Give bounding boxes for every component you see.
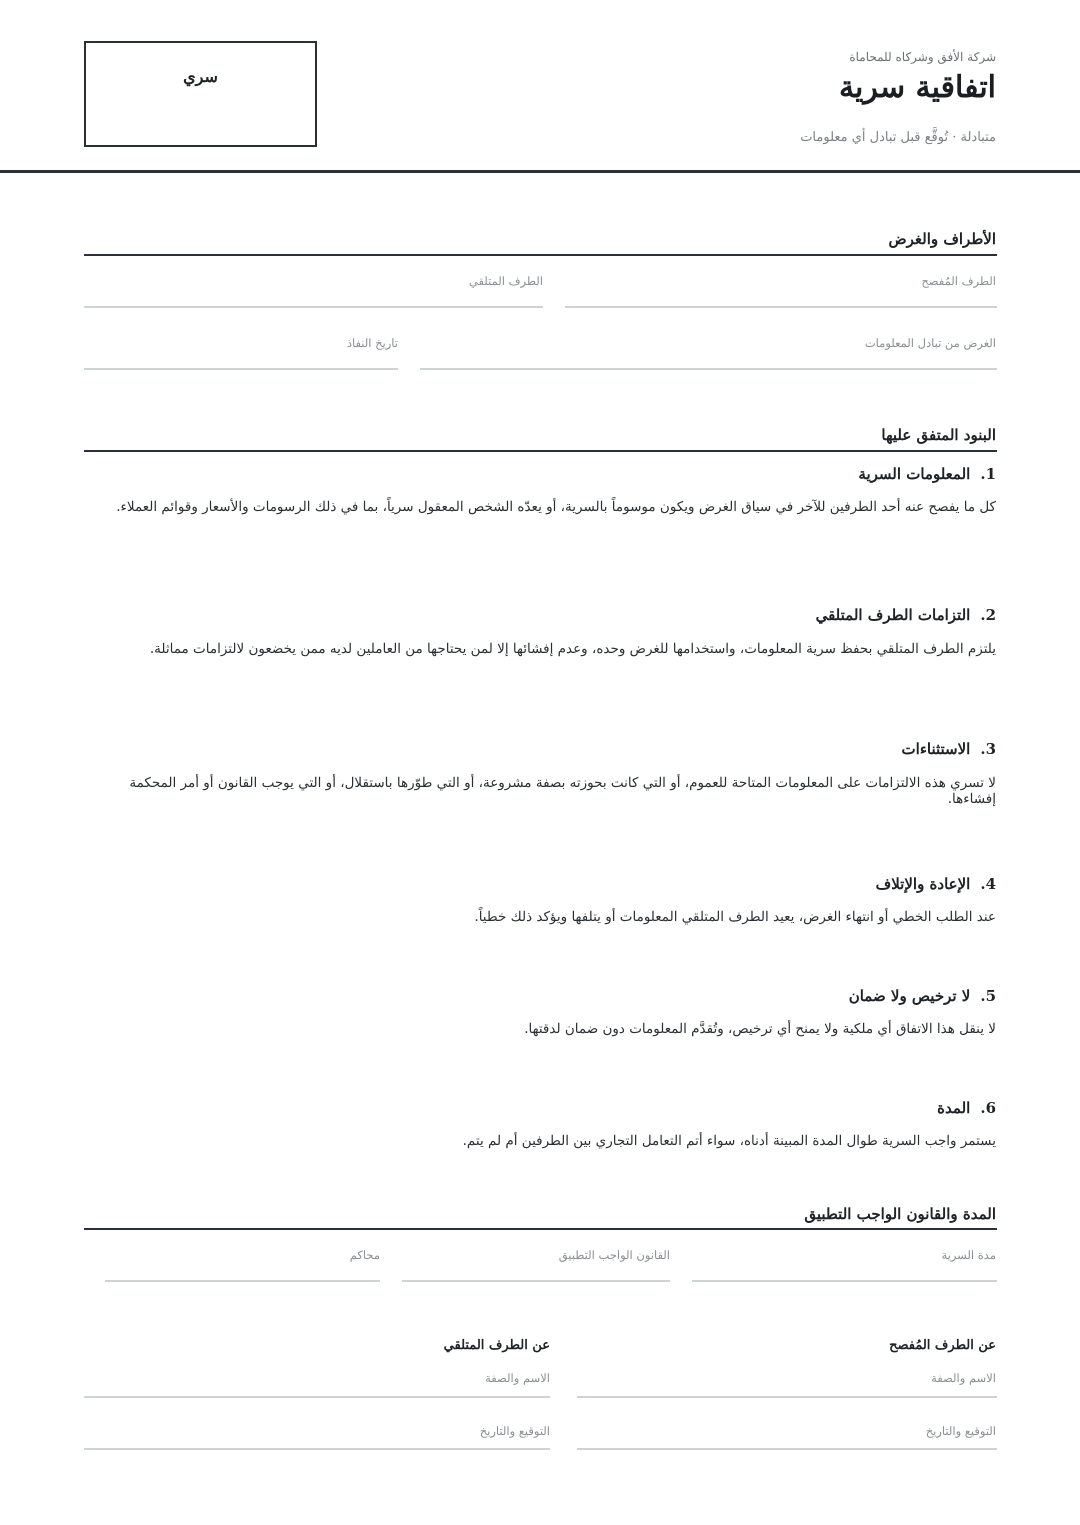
courts-field[interactable] bbox=[105, 1280, 380, 1282]
disclosing-sign-label: التوقيع والتاريخ bbox=[925, 1424, 996, 1438]
clause-6-number: 6. bbox=[980, 1099, 996, 1117]
header-divider bbox=[0, 170, 1080, 173]
receiving-name-label: الاسم والصفة bbox=[485, 1371, 550, 1385]
clause-2-title bbox=[816, 606, 996, 624]
clause-6-heading: المدة bbox=[937, 1099, 971, 1117]
clause-3-number: 3. bbox=[980, 740, 996, 758]
purpose-label: الغرض من تبادل المعلومات bbox=[864, 336, 996, 350]
receiving-party-label: الطرف المتلقي bbox=[468, 274, 543, 288]
disclosing-party-label: الطرف المُفصح bbox=[921, 274, 996, 288]
clause-4-heading: الإعادة والإتلاف bbox=[875, 875, 971, 893]
courts-label: محاكم bbox=[349, 1248, 380, 1262]
governing-law-field[interactable] bbox=[402, 1280, 670, 1282]
clause-6-text: يستمر واجب السرية طوال المدة المبينة أدناه، سواء أتم التعامل التجاري بين الطرفين أم لم يتم. bbox=[462, 1133, 996, 1149]
clause-1-heading: المعلومات السرية bbox=[858, 465, 971, 483]
clause-1-title bbox=[858, 465, 996, 483]
section-divider bbox=[84, 450, 997, 452]
receiving-sign-label: التوقيع والتاريخ bbox=[479, 1424, 550, 1438]
purpose-field[interactable] bbox=[420, 368, 997, 370]
clause-4-text: عند الطلب الخطي أو انتهاء الغرض، يعيد الطرف المتلقي المعلومات أو يتلفها ويؤكد ذلك خطياً. bbox=[474, 909, 996, 925]
disclosing-sign-field[interactable] bbox=[577, 1448, 997, 1450]
stamp-label: سري bbox=[183, 67, 218, 86]
clause-5-title bbox=[849, 987, 996, 1005]
clause-1-text: كل ما يفصح عنه أحد الطرفين للآخر في سياق الغرض ويكون موسوماً بالسرية، أو يعدّه الشخص المعقول سرياً، بما في ذلك الرسومات والأسعار وقوائم العملاء. bbox=[116, 499, 996, 515]
effective-date-label: تاريخ النفاذ bbox=[346, 336, 398, 350]
disclosing-party-field[interactable] bbox=[565, 306, 997, 308]
firm-name: شركة الأفق وشركاه للمحاماة bbox=[849, 50, 996, 64]
clause-3-heading: الاستثناءات bbox=[901, 740, 971, 758]
disclosing-name-label: الاسم والصفة bbox=[931, 1371, 996, 1385]
confidential-stamp bbox=[84, 41, 317, 147]
clause-5-heading: لا ترخيص ولا ضمان bbox=[848, 987, 971, 1005]
receiving-sign-field[interactable] bbox=[84, 1448, 550, 1450]
clause-3-text: لا تسري هذه الالتزامات على المعلومات المتاحة للعموم، أو التي كانت بحوزته بصفة مشروعة، أو التي طوّرها باستقلال، أو التي يوجب القانون أو أمر المحكمة إفشاءها. bbox=[129, 775, 996, 807]
clause-1-number: 1. bbox=[980, 465, 996, 483]
receiving-signature-heading: عن الطرف المتلقي bbox=[443, 1338, 550, 1353]
section-divider bbox=[84, 254, 997, 256]
clause-5-number: 5. bbox=[980, 987, 996, 1005]
section-divider bbox=[84, 1228, 997, 1230]
disclosing-signature-heading: عن الطرف المُفصح bbox=[889, 1338, 996, 1353]
duration-field[interactable] bbox=[692, 1280, 997, 1282]
disclosing-name-field[interactable] bbox=[577, 1396, 997, 1398]
receiving-party-field[interactable] bbox=[84, 306, 543, 308]
governing-law-label: القانون الواجب التطبيق bbox=[558, 1248, 670, 1262]
effective-date-field[interactable] bbox=[84, 368, 398, 370]
clause-5-text: لا ينقل هذا الاتفاق أي ملكية ولا يمنح أي ترخيص، وتُقدَّم المعلومات دون ضمان لدقتها. bbox=[524, 1021, 996, 1037]
section-heading-terms: البنود المتفق عليها bbox=[881, 426, 996, 444]
receiving-name-field[interactable] bbox=[84, 1396, 550, 1398]
clause-4-number: 4. bbox=[980, 875, 996, 893]
section-heading-parties: الأطراف والغرض bbox=[888, 230, 996, 248]
clause-6-title bbox=[937, 1099, 996, 1117]
document-subtitle: متبادلة · تُوقَّع قبل تبادل أي معلومات bbox=[800, 130, 996, 145]
clause-4-title bbox=[876, 875, 996, 893]
clause-2-text: يلتزم الطرف المتلقي بحفظ سرية المعلومات، واستخدامها للغرض وحده، وعدم إفشائها إلا لمن يحتاجها من العاملين لديه ممن يخضعون لالتزامات مماثلة. bbox=[149, 641, 996, 657]
duration-label: مدة السرية bbox=[941, 1248, 996, 1262]
clause-2-number: 2. bbox=[980, 606, 996, 624]
clause-3-title bbox=[902, 740, 996, 758]
section-heading-law: المدة والقانون الواجب التطبيق bbox=[804, 1205, 996, 1223]
document-title: اتفاقية سرية bbox=[838, 70, 996, 105]
clause-2-heading: التزامات الطرف المتلقي bbox=[815, 606, 971, 624]
